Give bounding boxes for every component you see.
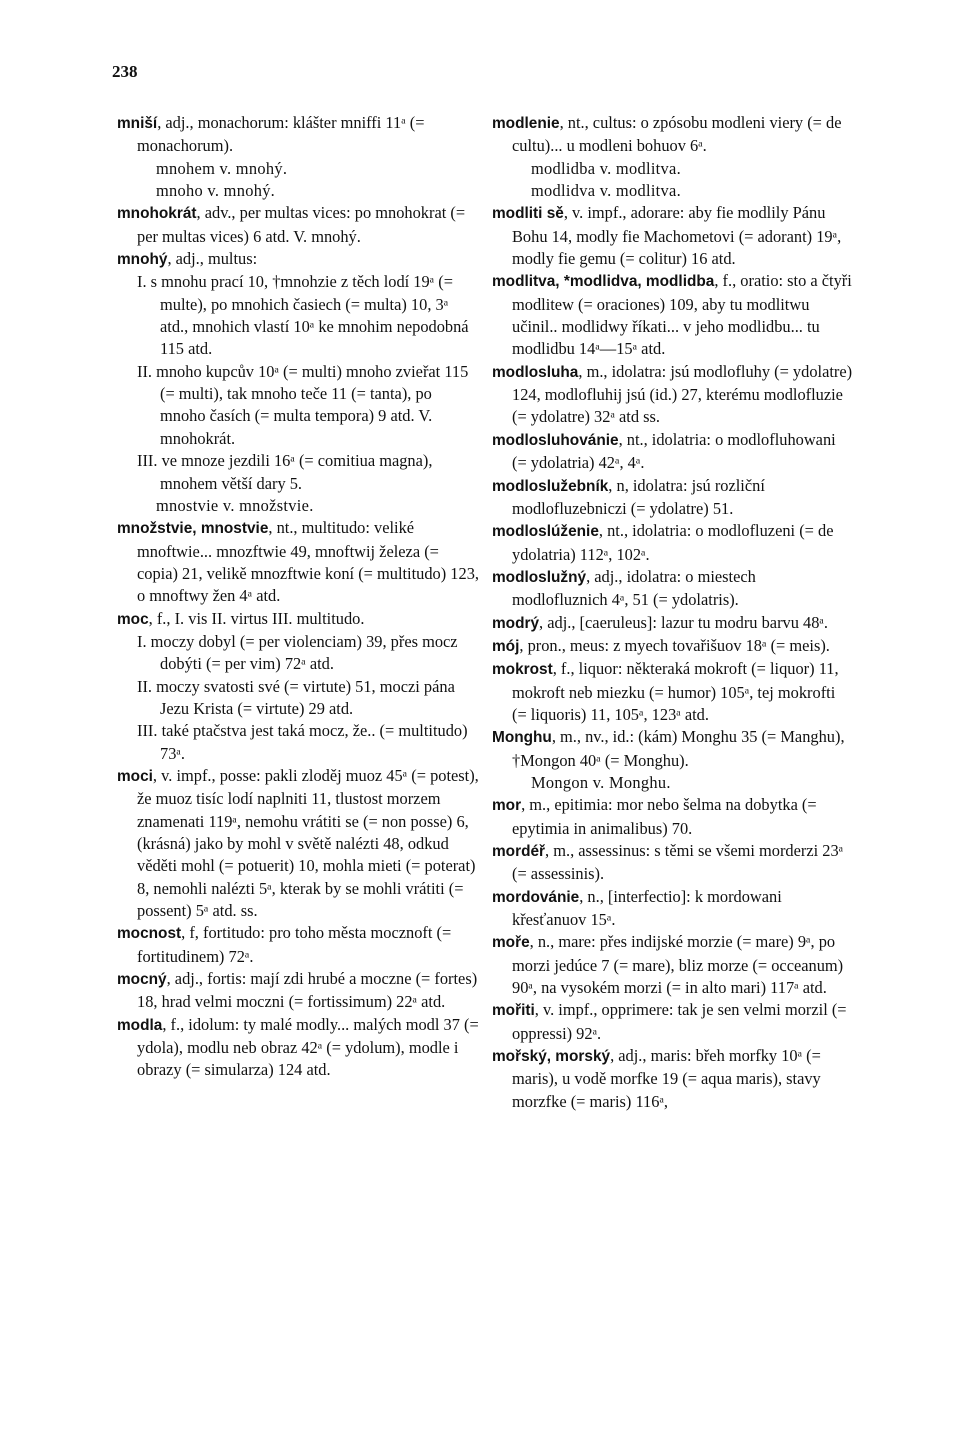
cross-reference: Mongon v. Monghu. — [531, 772, 671, 792]
cross-reference: mnoho v. mnohý. — [156, 181, 276, 201]
entry-body: , n., [interfectio]: k mordowani křesťanuov 15ᵃ. — [512, 886, 782, 930]
page-number: 238 — [112, 62, 138, 81]
dictionary-entry — [117, 248, 479, 271]
entry-body: , m., assessinus: s těmi se všemi morderzi 23ᵃ (= assessinis). — [512, 841, 844, 884]
entry-body: , adj., idolatra: o miestech modlofluznich 4ᵃ, 51 (= ydolatris). — [512, 566, 756, 610]
entry-headword: mocný — [117, 971, 167, 989]
entry-body: , nt., multitudo: veliké mnoftwie... mnozftwie 49, mnoftwij železa (= copia) 21, velikě mnozftwie koní (= multitudo) 123, o mnoftwy žen 4ᵃ atd. — [137, 518, 479, 606]
dictionary-entry — [492, 726, 854, 772]
entry-headword: mordovánie — [492, 888, 580, 906]
entry-headword: modlenie — [492, 115, 560, 132]
entry-headword: mniší — [117, 115, 158, 132]
dictionary-entry — [492, 931, 854, 999]
dictionary-entry — [117, 202, 479, 248]
entry-headword: mordéř — [492, 843, 546, 860]
cross-reference: modlidva v. modlitva. — [531, 181, 682, 201]
entry-sense: I. moczy dobyl (= per violenciam) 39, přes mocz dobýti (= per vim) 72ᵃ atd. — [137, 631, 458, 674]
dictionary-entry — [117, 112, 479, 158]
entry-body: , adj., [caeruleus]: lazur tu modru barvu 48ᵃ. — [539, 612, 828, 632]
dictionary-entry — [492, 112, 854, 158]
entry-headword: modla — [117, 1016, 163, 1034]
dictionary-entry — [492, 566, 854, 612]
entry-sense: III. ve mnoze jezdili 16ᵃ (= comitiua magna), mnohem větší dary 5. — [137, 451, 433, 493]
entry-headword: modlosluhovánie — [492, 431, 619, 449]
entry-headword: modlitva, *modlidva, modlidba — [492, 273, 715, 291]
dictionary-entry — [492, 886, 854, 932]
entry-headword: modloslúženie — [492, 523, 599, 541]
dictionary-entry — [492, 612, 854, 635]
dictionary-entry — [492, 840, 854, 886]
entry-sense: III. také ptačstva jest taká mocz, že.. (= multitudo) 73ᵃ. — [137, 721, 468, 763]
entry-headword: modrý — [492, 614, 540, 632]
dictionary-entry — [117, 968, 479, 1014]
dictionary-entry — [492, 270, 854, 360]
entry-body: , n., mare: přes indijské morzie (= mare) 9ᵃ, po morzi jedúce 7 (= mare), bliz morze (= occeanum) 90ᵃ, na vysokém morzi (= in alto mari) 117ᵃ atd. — [512, 932, 844, 998]
entry-headword: mnohokrát — [117, 205, 197, 223]
entry-headword: množstvie, mnostvie — [117, 520, 269, 538]
entry-body: , f., idolum: ty malé modly... malých modl 37 (= ydola), modlu neb obraz 42ᵃ (= ydolum), modle i obrazy (= simularza) 124 atd. — [137, 1014, 479, 1080]
dictionary-entry — [492, 635, 854, 658]
entry-headword: mořiti — [492, 1002, 535, 1020]
entry-body: , v. impf., posse: pakli zloděj muoz 45ᵃ (= potest), že muoz tisíc lodí naplniti 11, tlustost morzem znamenati 119ᵃ, nemohu vrátiti se (= non posse) 6, (krásná) jako by mohl v světě nalézti 48, odkud věděti mohl (= potuerit) 10, mohla mieti (= poterat) 8, nemohli nalézti 5ᵃ, kterak by se mohli vrátiti (= possent) 5ᵃ atd. ss. — [137, 765, 479, 921]
entry-body: , adj., maris: břeh morfky 10ᵃ (= maris), u vodě morfke 19 (= aqua maris), stavy morzfke (= maris) 116ᵃ, — [512, 1046, 821, 1111]
entry-body: , v. impf., opprimere: tak je sen velmi morzil (= oppressi) 92ᵃ. — [512, 1000, 847, 1043]
dictionary-entry — [492, 475, 854, 521]
entry-body: , adj., monachorum: klášter mniffi 11ᵃ (= monachorum). — [137, 113, 425, 156]
entry-body: , f, fortitudo: pro toho města mocznoft (= fortitudinem) 72ᵃ. — [137, 923, 452, 966]
entry-body: , f., I. vis II. virtus III. multitudo. — [148, 608, 365, 628]
entry-headword: mój — [492, 637, 520, 655]
entry-sense: I. s mnohu prací 10, †mnohzie z těch lodí 19ᵃ (= multe), po mnohich časiech (= multa) 10, 3ᵃ atd., mnohich vlastí 10ᵃ ke mnohim nepodobná 115 atd. — [137, 272, 469, 359]
entry-body: , adj., fortis: mají zdi hrubé a moczne (= fortes) 18, hrad velmi moczni (= fortissimum) 22ᵃ atd. — [137, 969, 478, 1012]
entry-headword: modliti sě — [492, 205, 564, 223]
dictionary-entry — [492, 361, 854, 429]
entry-headword: moci — [117, 767, 153, 785]
entry-body: , nt., idolatria: o modlofluzeni (= de ydolatria) 112ᵃ, 102ᵃ. — [512, 521, 834, 564]
entry-body: , v. impf., adorare: aby fie modlily Pánu Bohu 14, modly fie Machometovi (= adorant) 19ᵃ, modly fie gemu (= colitur) 16 atd. — [512, 203, 842, 269]
entry-sense: II. mnoho kupcův 10ᵃ (= multi) mnoho zvieřat 115 (= multi), tak mnoho teče 11 (= tanta), po mnoho časích (= multa tempora) 9 atd. V. mnohokrát. — [137, 361, 469, 448]
dictionary-entry — [492, 999, 854, 1045]
entry-headword: mokrost — [492, 661, 553, 679]
dictionary-entry — [492, 202, 854, 270]
cross-reference: mnohem v. mnohý. — [156, 158, 288, 178]
dictionary-entry — [492, 658, 854, 726]
entry-body: , adv., per multas vices: po mnohokrat (= per multas vices) 6 atd. V. mnohý. — [137, 203, 466, 246]
entry-headword: Monghu — [492, 729, 552, 747]
dictionary-entry — [117, 517, 479, 607]
entry-headword: mořský, morský — [492, 1048, 611, 1066]
entry-body: , n, idolatra: jsú rozliční modlofluzebniczi (= ydolatre) 51. — [512, 475, 765, 518]
dictionary-entry — [117, 1014, 479, 1082]
cross-reference: modlidba v. modlitva. — [531, 158, 682, 178]
entry-body: , f., liquor: některaká mokroft (= liquor) 11, mokroft neb miezku (= humor) 105ᵃ, tej mokrofti (= liquoris) 11, 105ᵃ, 123ᵃ atd. — [512, 659, 839, 724]
entry-headword: modloslužebník — [492, 477, 609, 495]
entry-headword: modlosluha — [492, 363, 579, 381]
dictionary-entry — [492, 1045, 854, 1113]
entry-body: , nt., cultus: o zpósobu modleni viery (= de cultu)... u modleni bohuov 6ᵃ. — [512, 113, 842, 156]
entry-headword: modloslužný — [492, 568, 587, 586]
entry-body: , nt., idolatria: o modlofluhowani (= ydolatria) 42ᵃ, 4ᵃ. — [512, 429, 836, 473]
entry-body: , m., epitimia: mor nebo šelma na dobytka (= epytimia in animalibus) 70. — [512, 795, 817, 838]
entry-sense: II. moczy svatosti své (= virtute) 51, moczi pána Jezu Krista (= virtute) 29 atd. — [137, 676, 455, 718]
entry-headword: mor — [492, 797, 522, 815]
entry-headword: mnohý — [117, 251, 168, 269]
dictionary-entry — [117, 922, 479, 968]
left-column — [117, 112, 479, 1082]
entry-body: , m., nv., id.: (kám) Monghu 35 (= Manghu), †Mongon 40ᵃ (= Monghu). — [512, 727, 845, 770]
entry-headword: moc — [117, 610, 149, 628]
entry-body: , m., idolatra: jsú modlofluhy (= ydolatre) 124, modlofluhij jsú (id.) 27, kterému modlofluzie (= ydolatre) 32ᵃ atd ss. — [512, 361, 853, 427]
entry-headword: mocnost — [117, 925, 182, 943]
entry-body: , adj., multus: — [167, 249, 258, 269]
dictionary-entry — [117, 608, 479, 631]
dictionary-entry — [492, 520, 854, 566]
dictionary-entry — [117, 765, 479, 922]
cross-reference: mnostvie v. množstvie. — [156, 495, 314, 515]
right-column — [492, 112, 854, 1113]
dictionary-entry — [492, 794, 854, 840]
entry-body: , pron., meus: z myech tovařišuov 18ᵃ (= meis). — [519, 635, 830, 655]
dictionary-entry — [492, 429, 854, 475]
entry-headword: moře — [492, 934, 530, 952]
entry-body: , f., oratio: sto a čtyři modlitew (= oraciones) 109, aby tu modlitwu učinil.. modlidwy říkati... v jeho modlidbu... tu modlidbu 14ᵃ—15ᵃ atd. — [512, 271, 852, 359]
